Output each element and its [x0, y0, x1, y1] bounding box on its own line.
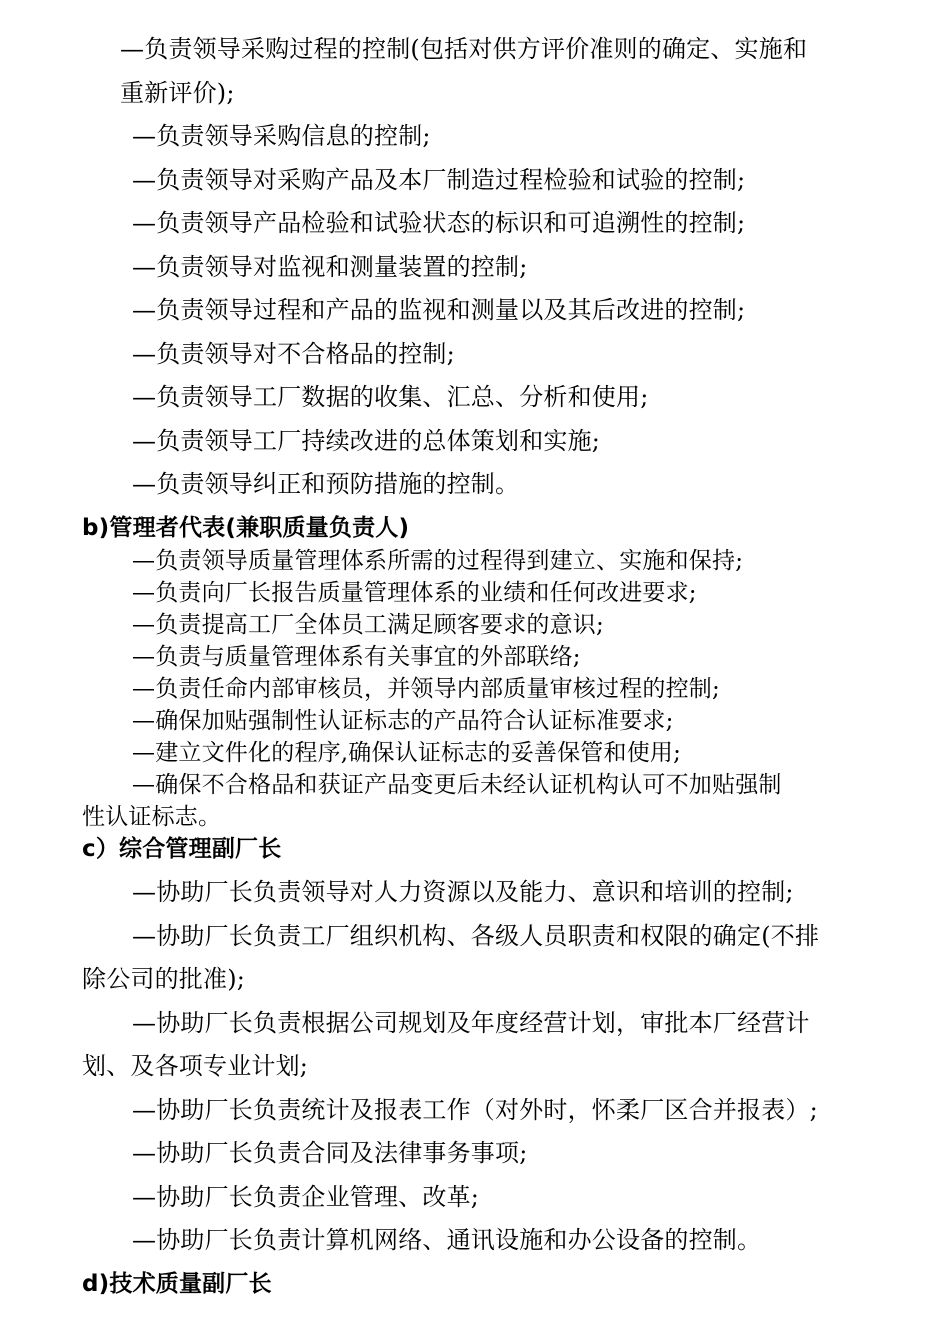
section-a-line-6: —负责领导对监视和测量装置的控制;	[132, 253, 528, 281]
section-b-line-5: —负责任命内部审核员，并领导内部质量审核过程的控制;	[132, 676, 720, 702]
section-a-line-1: —负责领导采购过程的控制(包括对供方评价准则的确定、实施和	[120, 35, 808, 63]
section-a-line-11: —负责领导纠正和预防措施的控制。	[132, 470, 520, 498]
section-b-line-6: —确保加贴强制性认证标志的产品符合认证标准要求;	[132, 708, 674, 734]
section-a-line-9: —负责领导工厂数据的收集、汇总、分析和使用;	[132, 383, 649, 411]
section-c-line-5: 划、及各项专业计划;	[82, 1052, 309, 1080]
section-b-line-1: —负责领导质量管理体系所需的过程得到建立、实施和保持;	[132, 548, 744, 574]
section-d-heading: d)技术质量副厂长	[82, 1271, 272, 1297]
section-a-line-8: —负责领导对不合格品的控制;	[132, 340, 455, 368]
section-b-heading: b)管理者代表(兼职质量负责人)	[82, 515, 410, 541]
section-b-line-8: —确保不合格品和获证产品变更后未经认证机构认可不加贴强制	[132, 772, 782, 798]
section-c-line-7: —协助厂长负责合同及法律事务事项;	[132, 1139, 528, 1167]
section-c-line-8: —协助厂长负责企业管理、改革;	[132, 1183, 480, 1211]
section-c-line-1: —协助厂长负责领导对人力资源以及能力、意识和培训的控制;	[132, 878, 794, 906]
section-c-line-3: 除公司的批准);	[82, 965, 246, 993]
section-c-line-6: —协助厂长负责统计及报表工作（对外时，怀柔厂区合并报表）;	[132, 1096, 818, 1124]
section-b-line-4: —负责与质量管理体系有关事宜的外部联络;	[132, 644, 581, 670]
section-c-line-2: —协助厂长负责工厂组织机构、各级人员职责和权限的确定(不排	[132, 922, 820, 950]
section-b-line-9: 性认证标志。	[82, 804, 222, 830]
section-c-line-4: —协助厂长负责根据公司规划及年度经营计划，审批本厂经营计	[132, 1009, 810, 1037]
section-c-line-9: —协助厂长负责计算机网络、通讯设施和办公设备的控制。	[132, 1226, 762, 1254]
section-a-line-7: —负责领导过程和产品的监视和测量以及其后改进的控制;	[132, 296, 746, 324]
section-a-line-10: —负责领导工厂持续改进的总体策划和实施;	[132, 427, 601, 455]
section-b-line-3: —负责提高工厂全体员工满足顾客要求的意识;	[132, 612, 604, 638]
section-b-line-7: —建立文件化的程序,确保认证标志的妥善保管和使用;	[132, 740, 682, 766]
section-a-line-4: —负责领导对采购产品及本厂制造过程检验和试验的控制;	[132, 166, 746, 194]
section-a-line-2: 重新评价);	[120, 79, 235, 107]
section-b-line-2: —负责向厂长报告质量管理体系的业绩和任何改进要求;	[132, 580, 697, 606]
section-c-heading: c）综合管理副厂长	[82, 836, 282, 862]
section-a-line-3: —负责领导采购信息的控制;	[132, 122, 431, 150]
section-a-line-5: —负责领导产品检验和试验状态的标识和可追溯性的控制;	[132, 209, 746, 237]
